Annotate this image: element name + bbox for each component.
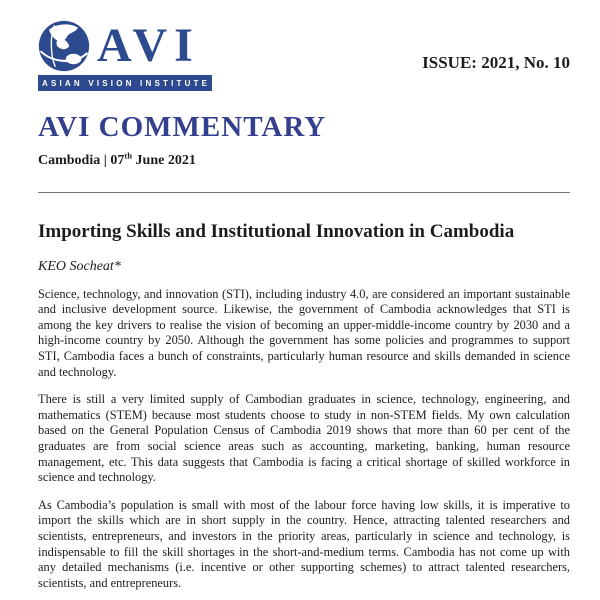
- divider-rule: [38, 192, 570, 193]
- author-byline: KEO Socheat*: [38, 258, 121, 274]
- dateline: [38, 150, 570, 169]
- paragraph-3: As Cambodia’s population is small with most of the labour force having low skills, it is imperative to import the skills which are in short supply in the country. Hence, attracting talented researchers and scientists, entrepreneurs, and investors in the priority areas, particularly in science and technology, is indispensable to fill the skill shortages in the short-and-medium terms. Cambodia has not come up with any detailed mechanisms (i.e. incentive or other supporting schemes) to attract talented researchers, scientists, and entrepreneurs.: [38, 497, 570, 590]
- issue-label: ISSUE: 2021, No. 10: [422, 53, 570, 72]
- dateline-prefix: Cambodia | 07: [38, 152, 125, 168]
- masthead: [38, 20, 570, 91]
- globe-icon: [38, 20, 90, 72]
- logo-acronym: AVI: [97, 19, 200, 72]
- paragraph-1: Science, technology, and innovation (STI), including industry 4.0, are considered an important sustainable and inclusive development source. Likewise, the government of Cambodia acknowledges that STI is among the key drivers to realise the vision of becoming an upper-middle-income country by 2030 and a high-income country by 2050. Although the government has some policies and programmes to support STI, Cambodia faces a bunch of constraints, particularly human resource and skills demanded in science and technology.: [38, 286, 570, 379]
- article-title: Importing Skills and Institutional Innovation in Cambodia: [38, 220, 515, 242]
- dateline-ordinal: th: [124, 150, 133, 161]
- series-title: AVI COMMENTARY: [38, 111, 327, 143]
- article: [38, 221, 570, 591]
- avi-logo-row: [38, 20, 212, 72]
- dateline-suffix: June 2021: [132, 152, 196, 168]
- logo-banner: ASIAN VISION INSTITUTE: [38, 75, 212, 91]
- avi-logo: [38, 20, 212, 91]
- paragraph-2: There is still a very limited supply of Cambodian graduates in science, technology, engineering, and mathematics (STEM) because most students choose to study in non-STEM fields. My own calculation based on the General Population Census of Cambodia 2019 shows that more than 60 per cent of the graduates are from social science areas such as accounting, marketing, banking, human resource management, etc. This data suggests that Cambodia is facing a critical shortage of skilled workforce in science and technology.: [38, 392, 570, 485]
